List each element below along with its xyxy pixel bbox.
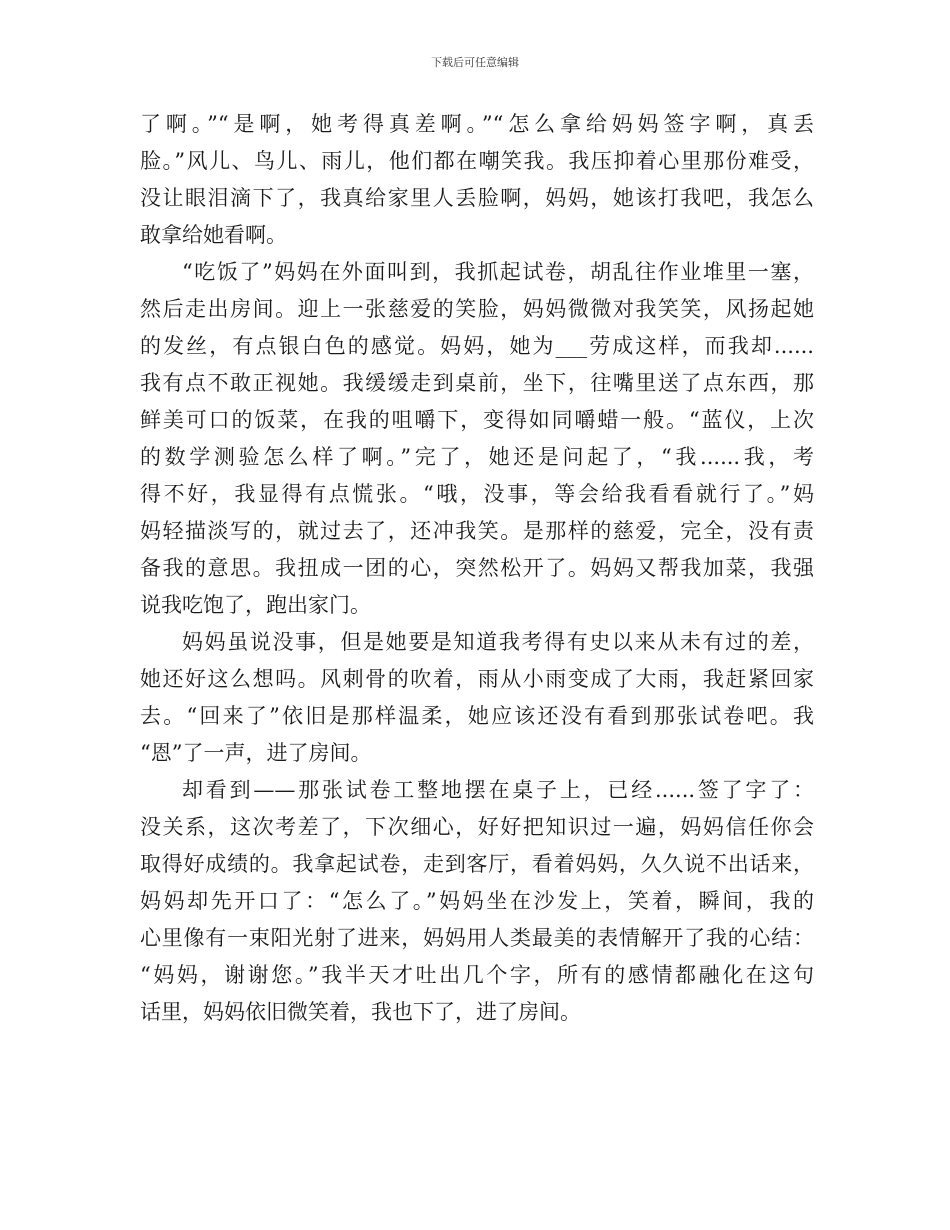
text-line: 取得好成绩的。我拿起试卷，走到客厅，看着妈妈，久久说不出话来， <box>140 852 814 876</box>
text-line: 妈妈却先开口了：“怎么了。”妈妈坐在沙发上，笑着，瞬间，我的 <box>140 889 814 913</box>
text-line: 的数学测验怎么样了啊。”完了，她还是问起了，“我......我，考 <box>140 445 814 469</box>
text-line: 没关系，这次考差了，下次细心，好好把知识过一遍，妈妈信任你会 <box>140 815 814 839</box>
document-body <box>140 106 814 1031</box>
text-line: 敢拿给她看啊。 <box>140 223 287 247</box>
text-line: 的发丝，有点银白色的感觉。妈妈，她为___劳成这样，而我却...... <box>140 334 814 358</box>
text-line: 了啊。”“是啊，她考得真差啊。”“怎么拿给妈妈签字啊，真丢 <box>140 112 814 136</box>
text-line: 却看到——那张试卷工整地摆在桌子上，已经......签了字了： <box>182 778 814 802</box>
text-line: “恩”了一声，进了房间。 <box>140 741 372 765</box>
page-header: 下载后可任意编辑 <box>431 56 519 69</box>
text-line: “吃饭了”妈妈在外面叫到，我抓起试卷，胡乱往作业堆里一塞， <box>182 260 814 284</box>
text-line: 备我的意思。我扭成一团的心，突然松开了。妈妈又帮我加菜，我强 <box>140 556 814 580</box>
text-line: 她还好这么想吗。风刺骨的吹着，雨从小雨变成了大雨，我赶紧回家 <box>140 667 814 691</box>
text-line: 心里像有一束阳光射了进来，妈妈用人类最美的表情解开了我的心结： <box>140 926 814 950</box>
text-line: 话里，妈妈依旧微笑着，我也下了，进了房间。 <box>140 1000 581 1024</box>
text-line: 我有点不敢正视她。我缓缓走到桌前，坐下，往嘴里送了点东西，那 <box>140 371 814 395</box>
text-line: 鲜美可口的饭菜，在我的咀嚼下，变得如同嚼蜡一般。“蓝仪，上次 <box>140 408 814 432</box>
text-line: 去。“回来了”依旧是那样温柔，她应该还没有看到那张试卷吧。我 <box>140 704 814 728</box>
text-line: 然后走出房间。迎上一张慈爱的笑脸，妈妈微微对我笑笑，风扬起她 <box>140 297 814 321</box>
text-line: 没让眼泪滴下了，我真给家里人丢脸啊，妈妈，她该打我吧，我怎么 <box>140 186 814 210</box>
text-line: 说我吃饱了，跑出家门。 <box>140 593 371 617</box>
text-line: 脸。”风儿、鸟儿、雨儿，他们都在嘲笑我。我压抑着心里那份难受， <box>140 149 814 173</box>
text-line: 得不好，我显得有点慌张。“哦，没事，等会给我看看就行了。”妈 <box>140 482 814 506</box>
text-line: 妈妈虽说没事，但是她要是知道我考得有史以来从未有过的差， <box>182 630 814 654</box>
text-line: 妈轻描淡写的，就过去了，还冲我笑。是那样的慈爱，完全，没有责 <box>140 519 814 543</box>
text-line: “妈妈，谢谢您。”我半天才吐出几个字，所有的感情都融化在这句 <box>140 963 814 987</box>
